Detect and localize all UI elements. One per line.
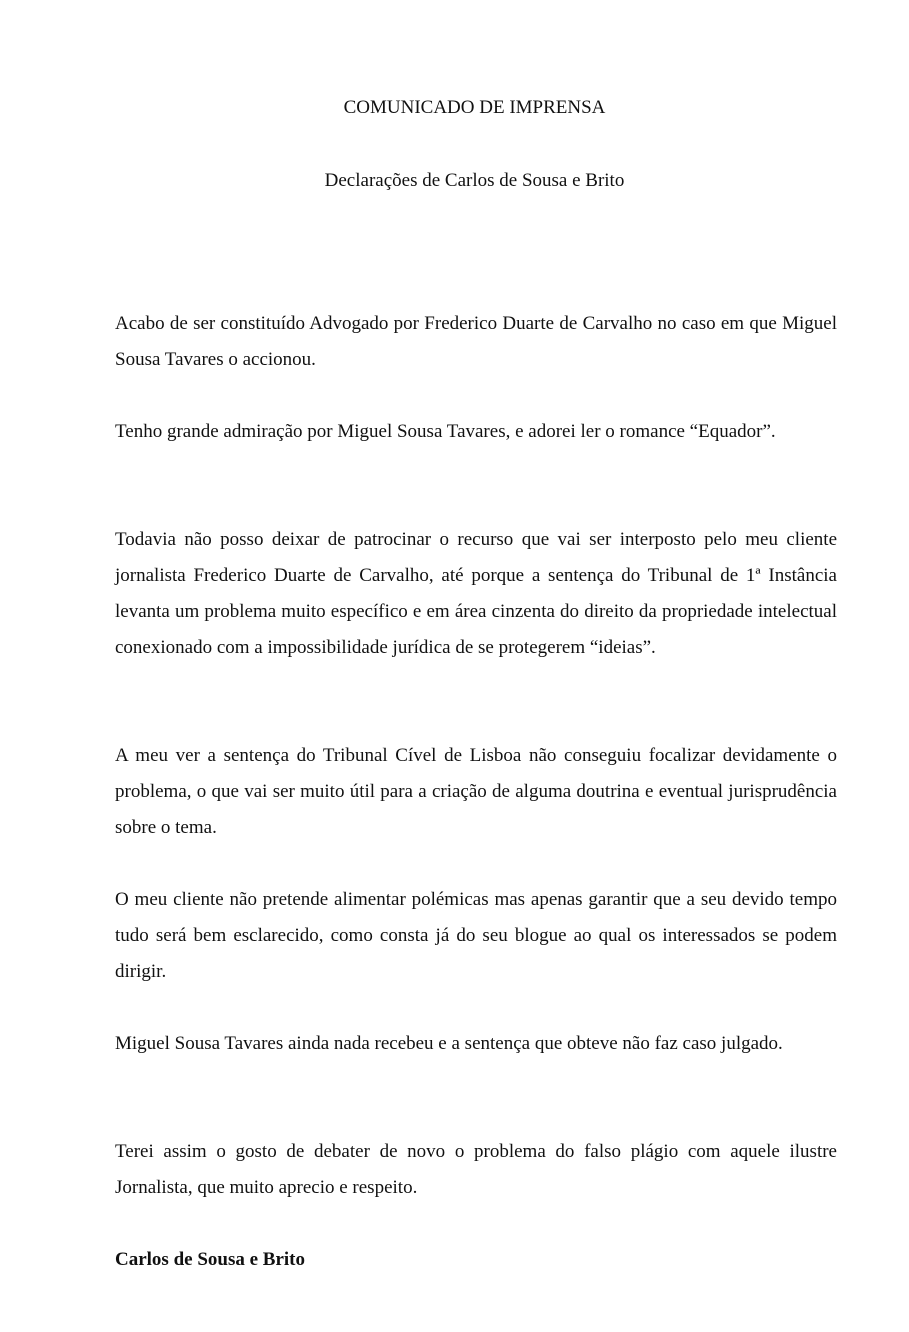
signature: Carlos de Sousa e Brito (115, 1249, 305, 1270)
paragraph-6: Miguel Sousa Tavares ainda nada recebeu e a sentença que obteve não faz caso julgado. (115, 1033, 783, 1054)
paragraph-7: Terei assim o gosto de debater de novo o problema do falso plágio com aquele ilustre Jornalista, que muito aprecio e respeito. (115, 1141, 837, 1198)
paragraph-1: Acabo de ser constituído Advogado por Frederico Duarte de Carvalho no caso em que Miguel Sousa Tavares o accionou. (115, 313, 837, 370)
document-subtitle: Declarações de Carlos de Sousa e Brito (324, 170, 625, 191)
paragraph-4: A meu ver a sentença do Tribunal Cível de Lisboa não conseguiu focalizar devidamente o problema, o que vai ser muito útil para a criação de alguma doutrina e eventual jurisprudência sobre o tema. (115, 745, 837, 838)
document-title: COMUNICADO DE IMPRENSA (343, 97, 606, 118)
paragraph-3: Todavia não posso deixar de patrocinar o recurso que vai ser interposto pelo meu cliente jornalista Frederico Duarte de Carvalho, até porque a sentença do Tribunal de 1ª Instância levanta um problema muito específico e em área cinzenta do direito da propriedade intelectual conexionado com a impossibilidade jurídica de se protegerem “ideias”. (115, 529, 837, 658)
paragraph-2: Tenho grande admiração por Miguel Sousa Tavares, e adorei ler o romance “Equador”. (115, 421, 776, 442)
paragraph-5: O meu cliente não pretende alimentar polémicas mas apenas garantir que a seu devido tempo tudo será bem esclarecido, como consta já do seu blogue ao qual os interessados se podem dirigir. (115, 889, 837, 982)
